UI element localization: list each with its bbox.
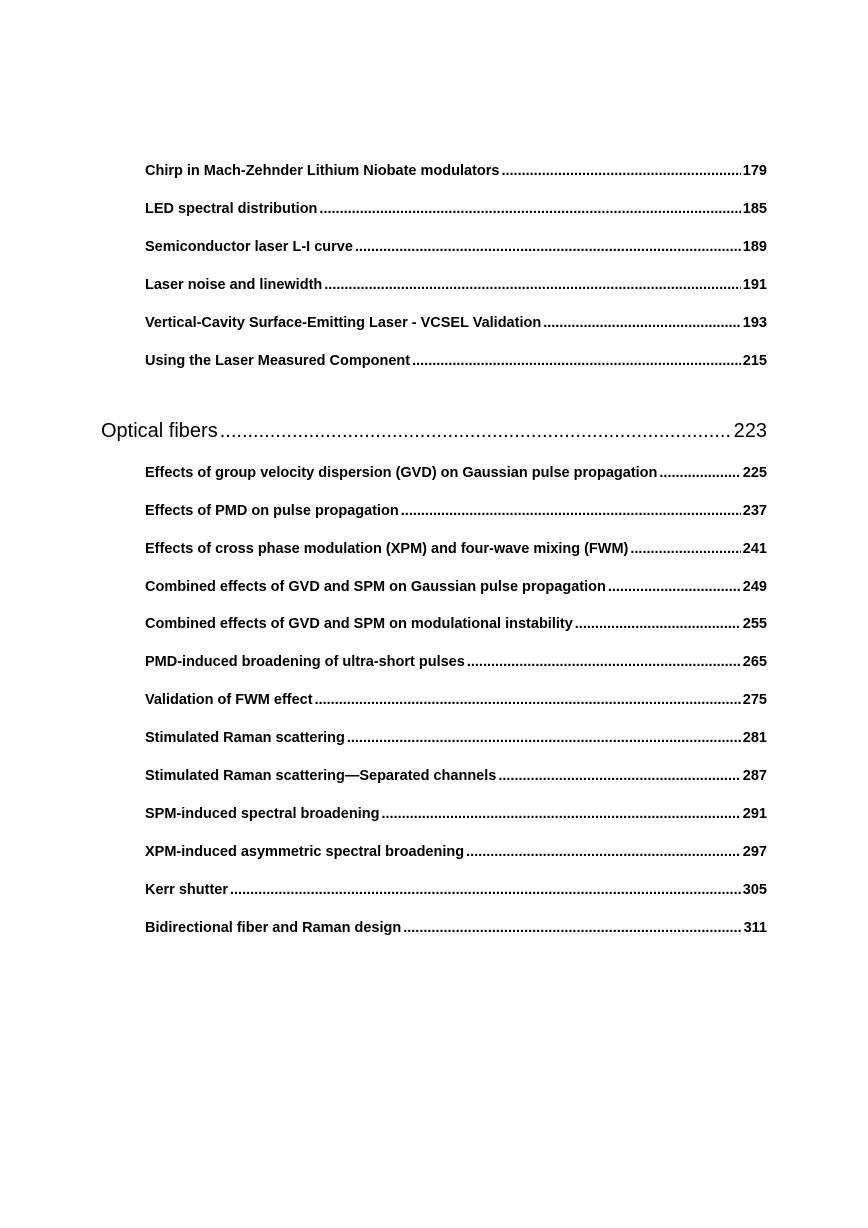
toc-entry[interactable]: [145, 616, 767, 636]
toc-entry-page: 185: [742, 201, 767, 217]
toc-entry-title: Combined effects of GVD and SPM on Gaussian pulse propagation: [145, 579, 606, 595]
toc-entry-title: Stimulated Raman scattering—Separated channels: [145, 768, 497, 784]
toc-entry-page: 287: [742, 768, 767, 784]
toc-entry-title: Using the Laser Measured Component: [145, 353, 411, 369]
toc-entry[interactable]: [145, 806, 767, 826]
toc-entry-page: 241: [742, 541, 767, 557]
toc-entry-title: XPM-induced asymmetric spectral broadening: [145, 844, 465, 860]
toc-dot-leader: [467, 654, 741, 670]
toc-dot-leader: [324, 277, 741, 293]
toc-entry-page: 191: [742, 277, 767, 293]
toc-dot-leader: [319, 201, 740, 217]
toc-entry-title: Stimulated Raman scattering: [145, 730, 345, 746]
toc-entry[interactable]: [145, 465, 767, 485]
toc-entry-title: Effects of group velocity dispersion (GVD) on Gaussian pulse propagation: [145, 465, 658, 481]
toc-dot-leader: [575, 616, 741, 632]
toc-entry[interactable]: [145, 844, 767, 864]
toc-entry[interactable]: [145, 315, 767, 335]
toc-entry-page: 193: [742, 315, 767, 331]
toc-dot-leader: [355, 239, 741, 255]
toc-entry-page: 179: [742, 163, 767, 179]
toc-entry-title: Semiconductor laser L-I curve: [145, 239, 353, 255]
toc-entry-title: PMD-induced broadening of ultra-short pulses: [145, 654, 465, 670]
toc-entry-page: 265: [742, 654, 767, 670]
toc-dot-leader: [230, 882, 741, 898]
toc-dot-leader: [412, 353, 741, 369]
toc-dot-leader: [315, 692, 741, 708]
toc-entry-page: 305: [742, 882, 767, 898]
toc-chapter-page: 223: [733, 420, 767, 442]
toc-entry[interactable]: [145, 239, 767, 259]
toc-entry-title: Laser noise and linewidth: [145, 277, 323, 293]
toc-entry[interactable]: [145, 882, 767, 902]
toc-entry-page: 189: [742, 239, 767, 255]
toc-dot-leader: [220, 420, 732, 443]
toc-chapter-title: Optical fibers: [101, 420, 218, 442]
toc-entry[interactable]: [145, 541, 767, 561]
toc-dot-leader: [401, 503, 741, 519]
toc-entry-title: Kerr shutter: [145, 882, 228, 898]
toc-dot-leader: [347, 730, 741, 746]
toc-entry[interactable]: [145, 201, 767, 221]
toc-entry-page: 237: [742, 503, 767, 519]
toc-entry-title: SPM-induced spectral broadening: [145, 806, 380, 822]
toc-dot-leader: [381, 806, 740, 822]
toc-entry[interactable]: [145, 277, 767, 297]
toc-dot-leader: [659, 465, 740, 481]
toc-entry[interactable]: [145, 920, 767, 940]
toc-entry[interactable]: [145, 353, 767, 373]
toc-entry-page: 255: [742, 616, 767, 632]
toc-dot-leader: [498, 768, 740, 784]
toc-dot-leader: [403, 920, 741, 936]
toc-entry-title: Vertical-Cavity Surface-Emitting Laser - VCSEL Validation: [145, 315, 542, 331]
toc-entry[interactable]: [145, 579, 767, 599]
toc-entry[interactable]: [145, 654, 767, 674]
toc-entry[interactable]: [145, 503, 767, 523]
toc-dot-leader: [543, 315, 741, 331]
toc-entry[interactable]: [145, 768, 767, 788]
toc-entry[interactable]: [145, 163, 767, 183]
toc-entry-page: 291: [742, 806, 767, 822]
toc-entry-page: 225: [742, 465, 767, 481]
toc-entry-page: 215: [742, 353, 767, 369]
toc-entry-title: Effects of cross phase modulation (XPM) and four-wave mixing (FWM): [145, 541, 629, 557]
toc-entry-page: 281: [742, 730, 767, 746]
toc-dot-leader: [466, 844, 741, 860]
toc-dot-leader: [608, 579, 741, 595]
toc-entry-title: Bidirectional fiber and Raman design: [145, 920, 402, 936]
toc-entry[interactable]: [145, 730, 767, 750]
toc-dot-leader: [630, 541, 740, 557]
toc-entry-page: 275: [742, 692, 767, 708]
toc-entry-title: LED spectral distribution: [145, 201, 318, 217]
toc-chapter-heading[interactable]: [101, 420, 767, 448]
toc-entry-page: 297: [742, 844, 767, 860]
toc-entry-page: 249: [742, 579, 767, 595]
toc-entry[interactable]: [145, 692, 767, 712]
toc-entry-title: Combined effects of GVD and SPM on modulational instability: [145, 616, 573, 632]
toc-dot-leader: [501, 163, 740, 179]
toc-entry-title: Validation of FWM effect: [145, 692, 313, 708]
toc-entry-title: Effects of PMD on pulse propagation: [145, 503, 399, 519]
toc-entry-title: Chirp in Mach-Zehnder Lithium Niobate modulators: [145, 163, 500, 179]
toc-entry-page: 311: [743, 920, 767, 936]
